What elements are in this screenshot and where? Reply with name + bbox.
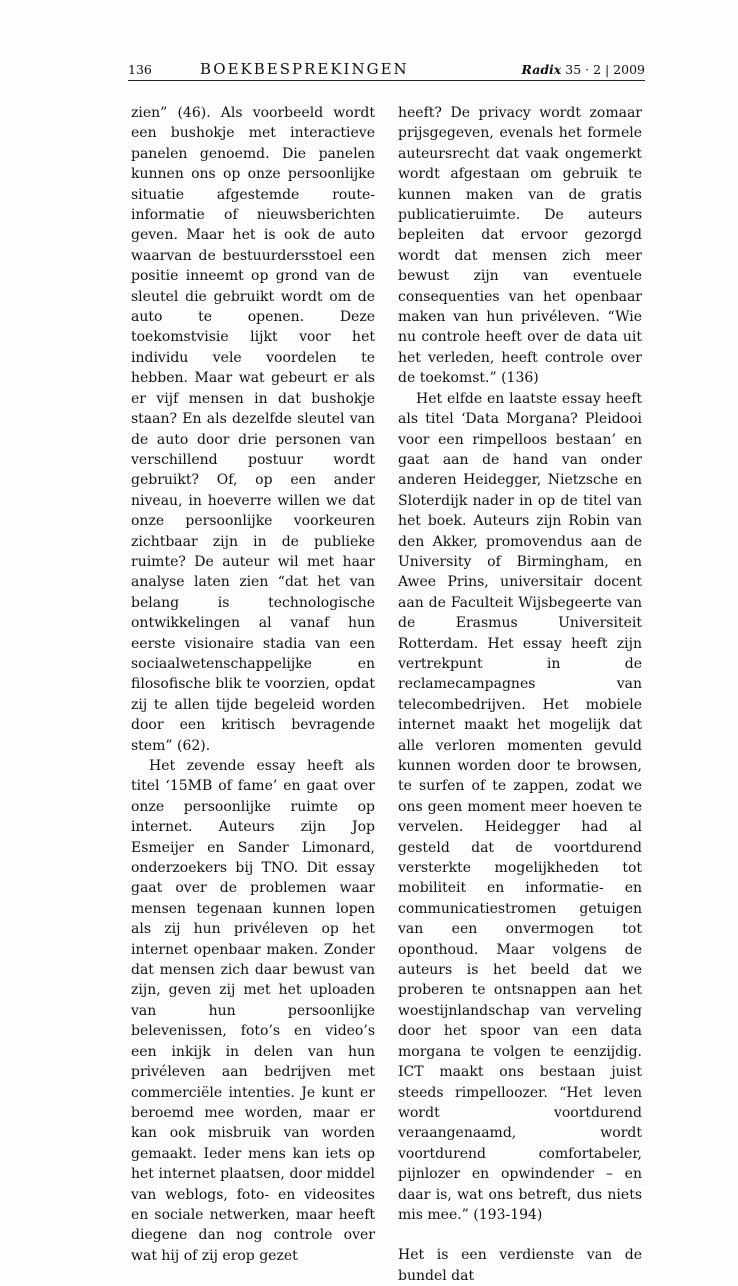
paragraph: Het zevende essay heeft als titel ‘15MB of fame’ en gaat over onze persoonlijke ruimte op internet. Auteurs zijn Jop Esmeijer en Sander Limonard, onderzoekers bij TNO. Dit essay gaat over de problemen waar mensen tegenaan kunnen lopen als zij hun privéleven op het internet openbaar maken. Zonder dat mensen zich daar bewust van zijn, geven zij met het uploaden van hun persoonlijke belevenissen, foto’s en video’s een inkijk in delen van hun privéleven aan bedrijven met commerciële intenties. Je kunt er beroemd mee worden, maar er kan ook misbruik van worden gemaakt. Ieder mens kan iets op het internet plaatsen, door middel van weblogs, foto- en videosites en sociale netwerken, maar heeft diegene dan nog controle over wat hij of zij erop gezet bbox=[131, 758, 375, 1264]
section-title: BOEKBESPREKINGEN bbox=[200, 60, 409, 78]
journal-info bbox=[522, 62, 645, 77]
paragraph: zien” (46). Als voorbeeld wordt een bushokje met interactieve panelen genoemd. Die panelen kunnen ons op onze persoonlijke situatie afgestemde route-informatie of nieuwsberichten geven. Maar het is ook de auto waarvan de bestuurdersstoel een positie inneemt op grond van de sleutel die gebruikt wordt om de auto te openen. Deze toekomstvisie lijkt voor het individu vele voordelen te hebben. Maar wat gebeurt er als er vijf mensen in dat bushokje staan? En als dezelfde sleutel van de auto door drie personen van verschillend postuur wordt gebruikt? Of, op een ander niveau, in hoeverre willen we dat onze persoonlijke voorkeuren zichtbaar zijn in de publieke ruimte? De auteur wil met haar analyse laten zien “dat het van belang is technologische ontwikkelingen al vanaf hun eerste visionaire stadia van een sociaalwetenschappelijke en filosofische blik te voorzien, opdat zij te allen tijde begeleid worden door een kritisch bevragende stem” (62). bbox=[131, 105, 375, 754]
running-header bbox=[128, 60, 645, 81]
paragraph: heeft? De privacy wordt zomaar prijsgegeven, evenals het formele auteursrecht dat vaak ongemerkt wordt afgestaan om gebruik te kunnen maken van de gratis publicatieruimte. De auteurs bepleiten dat ervoor gezorgd wordt dat mensen zich meer bewust zijn van eventuele consequenties van het openbaar maken van hun privéleven. “Wie nu controle heeft over de data uit het verleden, heeft controle over de toekomst.” (136) bbox=[398, 105, 642, 387]
journal-issue: 35 · 2 | 2009 bbox=[565, 62, 645, 77]
paragraph: Het elfde en laatste essay heeft als titel ‘Data Morgana? Pleidooi voor een rimpelloos bestaan’ en gaat aan de hand van onder anderen Heidegger, Nietzsche en Sloterdijk nader in op de titel van het boek. Auteurs zijn Robin van den Akker, promovendus aan de University of Birmingham, en Awee Prins, universitair docent aan de Faculteit Wijsbegeerte van de Erasmus Universiteit Rotterdam. Het essay heeft zijn vertrekpunt in de reclamecampagnes van telecombedrijven. Het mobiele internet maakt het mogelijk dat alle verloren momenten gevuld kunnen worden door te browsen, te surfen of te zappen, zodat we ons geen moment meer hoeven te vervelen. Heidegger had al gesteld dat de voortdurend versterkte mogelijkheden tot mobiliteit en informatie- en communicatiestromen getuigen van een onvermogen tot oponthoud. Maar volgens de auteurs is het beeld dat we proberen te ontsnappen aan het woestijnlandschap van verveling door het spoor van een data morgana te volgen te eenzijdig. ICT maakt ons bestaan juist steeds rimpelloozer. “Het leven wordt voortdurend veraangenaamd, wordt voortdurend comfortabeler, pijnlozer en opwindender – en daar is, wat ons betreft, dus niets mis mee.” (193-194) bbox=[398, 390, 642, 1223]
right-column bbox=[398, 103, 642, 1286]
paragraph: Het is een verdienste van de bundel dat bbox=[398, 1247, 642, 1284]
journal-name: Radix bbox=[521, 62, 562, 77]
left-column bbox=[131, 103, 375, 1266]
page-number: 136 bbox=[128, 62, 152, 77]
